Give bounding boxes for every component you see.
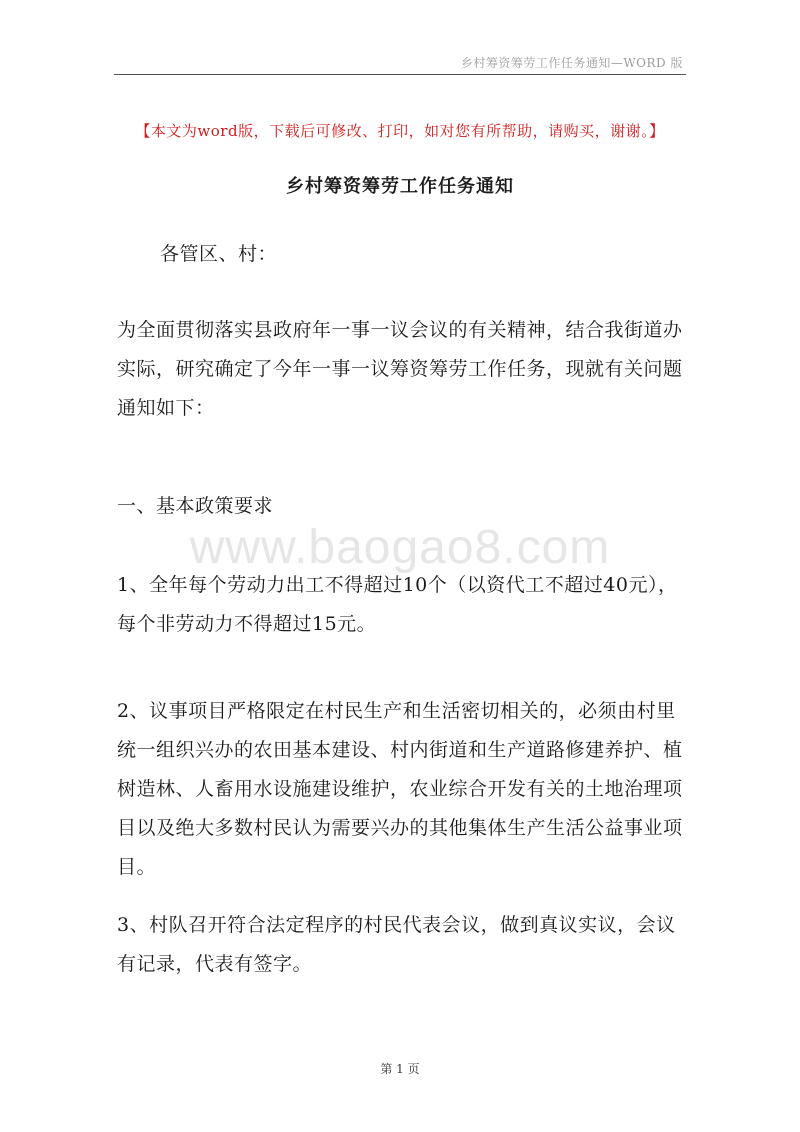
list-item: 2、议事项目严格限定在村民生产和生活密切相关的，必须由村里统一组织兴办的农田基本建设、村内街道和生产道路修建养护、植树造林、人畜用水设施建设维护，农业综合开发有关的土地治理项目以及绝大多数村民认为需要兴办的其他集体生产生活公益事业项目。 bbox=[117, 700, 683, 878]
list-item: 1、全年每个劳动力出工不得超过10个（以资代工不超过40元），每个非劳动力不得超过15元。 bbox=[117, 574, 678, 635]
purchase-notice: 【本文为word版，下载后可修改、打印，如对您有所帮助，请购买，谢谢。】 bbox=[135, 122, 665, 140]
list-item: 3、村队召开符合法定程序的村民代表会议，做到真议实议，会议有记录，代表有签字。 bbox=[117, 914, 676, 975]
running-header: 乡村筹资筹劳工作任务通知—WORD 版 bbox=[460, 56, 683, 70]
document-title: 乡村筹资筹劳工作任务通知 bbox=[286, 176, 514, 197]
header-divider bbox=[114, 74, 686, 75]
salutation: 各管区、村： bbox=[160, 243, 278, 265]
watermark: www.baogao8.com bbox=[189, 521, 611, 574]
intro-paragraph: 为全面贯彻落实县政府年一事一议会议的有关精神，结合我街道办实际，研究确定了今年一事一议筹资筹劳工作任务，现就有关问题通知如下： bbox=[117, 319, 683, 419]
page-number: 第 1 页 bbox=[380, 1062, 420, 1076]
section-heading: 一、基本政策要求 bbox=[117, 495, 274, 517]
